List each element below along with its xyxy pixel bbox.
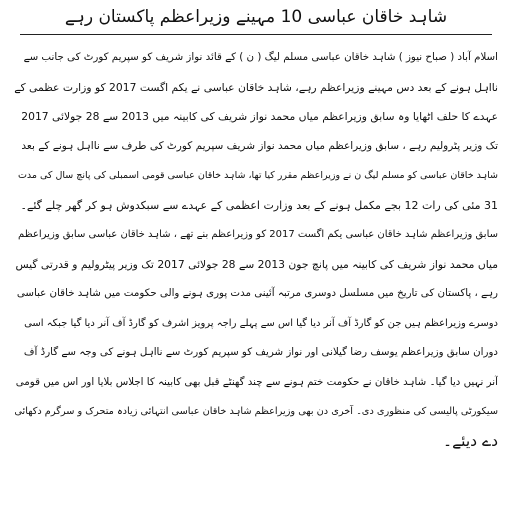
text-line: تک وزیر پٹرولیم رہے ، سابق وزیراعظم میاں محمد نواز شریف سپریم کورٹ کی طرف سے نااہل ہونے کے بعد: [21, 139, 498, 152]
article-body: [14, 43, 498, 456]
paragraph-2: [14, 220, 498, 456]
text-line: سابق وزیراعظم شاہد خاقان عباسی یکم اگست 2017 کو وزیراعظم بنے تھے ، شاہد خاقان عباسی سابق وزیراعظم: [18, 229, 498, 240]
text-line: 31 مئی کی رات 12 بجے مکمل ہونے کے بعد وزارت اعظمی کے عہدے سے سبکدوش ہو کر گھر چلے گئے۔: [20, 198, 498, 212]
text-line: اسلام آباد ( صباح نیوز ) شاہد خاقان عباسی مسلم لیگ ( ن ) کے قائد نواز شریف کو سپریم کورٹ کی جانب سے: [23, 51, 498, 63]
text-line: دوران سابق وزیراعظم یوسف رضا گیلانی اور نواز شریف کو سپریم کورٹ سے نااہل ہونے کی وجہ سے گارڈ آف: [23, 346, 498, 358]
text-line: دوسرے وزیراعظم ہیں جن کو گارڈ آف آنر دیا گیا اس سے پہلے راجہ پرویز اشرف کو گارڈ آف آنر دیا گیا جبکہ اسی: [24, 317, 498, 329]
headline-divider: [20, 34, 492, 35]
text-line: آنر نہیں دیا گیا۔ شاہد خاقان نے حکومت ختم ہونے سے چند گھنٹے قبل بھی کابینہ کا اجلاس بلایا اور اس میں قومی: [15, 375, 498, 388]
paragraph-1: [14, 43, 498, 220]
text-line: دے دیئے۔: [443, 431, 498, 450]
text-line: شاہد خاقان عباسی کو مسلم لیگ ن نے وزیراعظم مقرر کیا تھا، شاہد خاقان عباسی قومی اسمبلی کی پانچ سال کی مدت: [17, 170, 498, 181]
text-line: رہے ، پاکستان کی تاریخ میں مسلسل دوسری مرتبہ آئینی مدت پوری ہونے والی حکومت میں شاہد خاقان عباسی: [16, 287, 498, 299]
text-line: سیکورٹی پالیسی کی منظوری دی۔ آخری دن بھی وزیراعظم شاہد خاقان عباسی انتہائی زیادہ متحرک و سرگرم دکھائی: [14, 406, 498, 417]
text-line: نااہل ہونے کے بعد دس مہینے وزیراعظم رہے، شاہد خاقان عباسی نے یکم اگست 2017 کو وزارت عظمی کے: [14, 80, 498, 94]
text-line: عہدے کا حلف اٹھایا وہ سابق وزیراعظم میاں محمد نواز شریف کی کابینہ میں 2013 سے 28 جولائی 2017: [21, 110, 498, 123]
headline: شاہد خاقان عباسی 10 مہینے وزیراعظم پاکستان رہے: [64, 7, 448, 27]
text-line: میاں محمد نواز شریف کی کابینہ میں پانچ جون 2013 سے 28 جولائی 2017 تک وزیر پیٹرولیم و قدرتی گیس: [15, 257, 498, 271]
